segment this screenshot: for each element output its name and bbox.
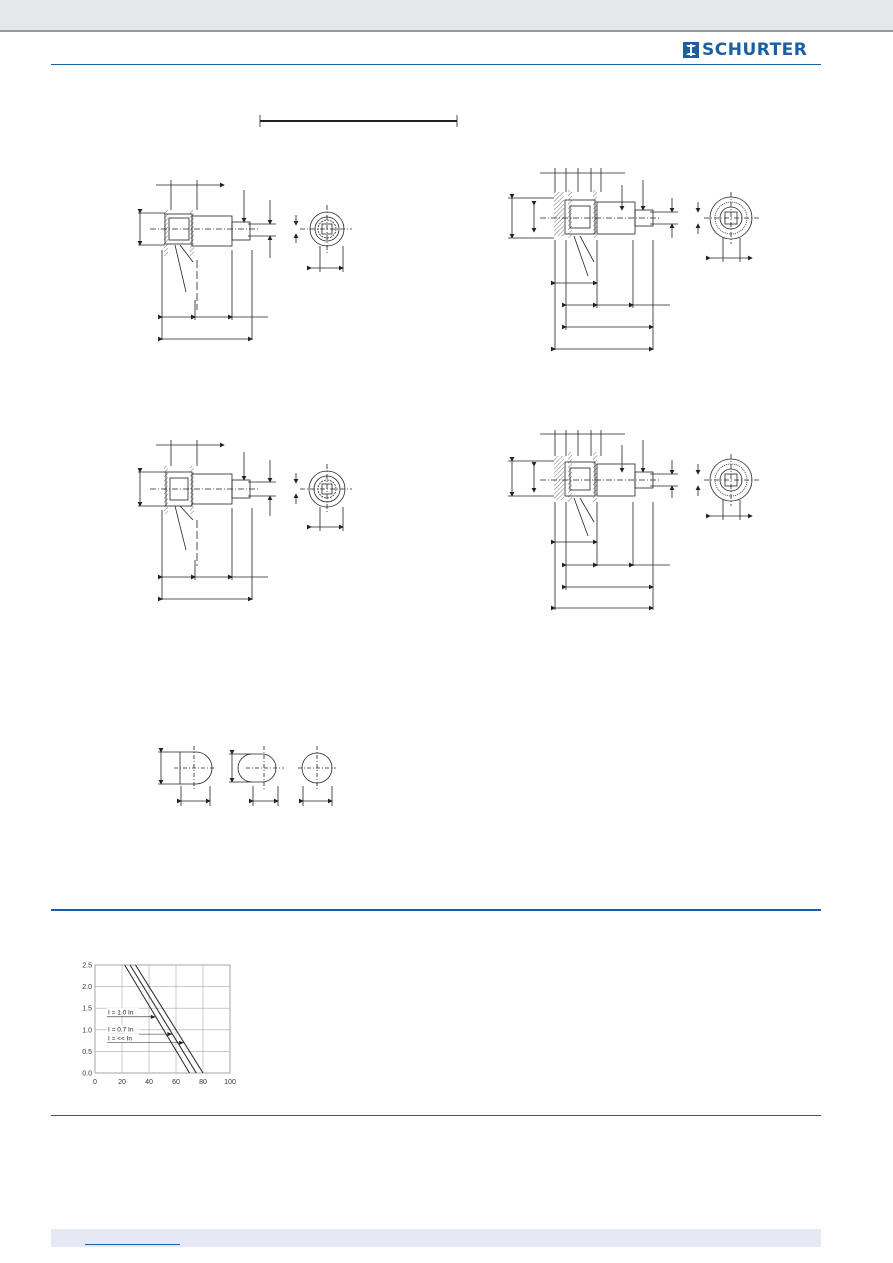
chart-y-tick-label: 1.5 — [82, 1005, 92, 1013]
drawing-holder-side-view-2 — [508, 168, 678, 350]
footer-bar — [51, 1229, 821, 1247]
drawing-holder-front-view-3 — [296, 464, 352, 531]
chart-y-tick-label: 0.5 — [82, 1048, 92, 1056]
chart-y-tick-label: 0.0 — [82, 1070, 92, 1078]
drawing-holder-side-view-3 — [138, 440, 276, 600]
section-divider-bottom — [51, 1115, 821, 1116]
chart-plot-area — [95, 965, 230, 1073]
chart-series-label: I = 1.0 In — [108, 1009, 134, 1017]
derating-chart-svg — [60, 955, 260, 1095]
chart-x-tick-label: 0 — [93, 1079, 97, 1086]
brand-name: SCHURTER — [702, 40, 808, 60]
drawing-holder-front-view-1 — [296, 205, 352, 272]
drawing-holder-side-view-1 — [138, 180, 276, 340]
chart-y-tick-label: 2.5 — [82, 962, 92, 970]
panel-cutout-drawings — [158, 746, 336, 806]
section-divider-top — [51, 909, 821, 911]
chart-series-label: I = 0.7 In — [108, 1026, 134, 1034]
chart-y-tick-label: 1.0 — [82, 1027, 92, 1035]
drawing-holder-front-view-2 — [698, 192, 760, 262]
chart-x-tick-label: 60 — [172, 1079, 180, 1086]
drawing-holder-front-view-4 — [698, 454, 760, 520]
chart-x-tick-label: 80 — [199, 1079, 207, 1086]
drawing-holder-side-view-4 — [508, 430, 678, 610]
chart-series-label: I = << In — [108, 1035, 133, 1043]
drawing-title-bar — [260, 115, 457, 127]
chart-x-tick-label: 40 — [145, 1079, 153, 1086]
derating-chart — [60, 955, 260, 1095]
chart-x-tick-label: 100 — [224, 1079, 236, 1086]
chart-y-tick-label: 2.0 — [82, 984, 92, 992]
chart-x-tick-label: 20 — [118, 1079, 126, 1086]
footer-link[interactable] — [85, 1244, 180, 1245]
